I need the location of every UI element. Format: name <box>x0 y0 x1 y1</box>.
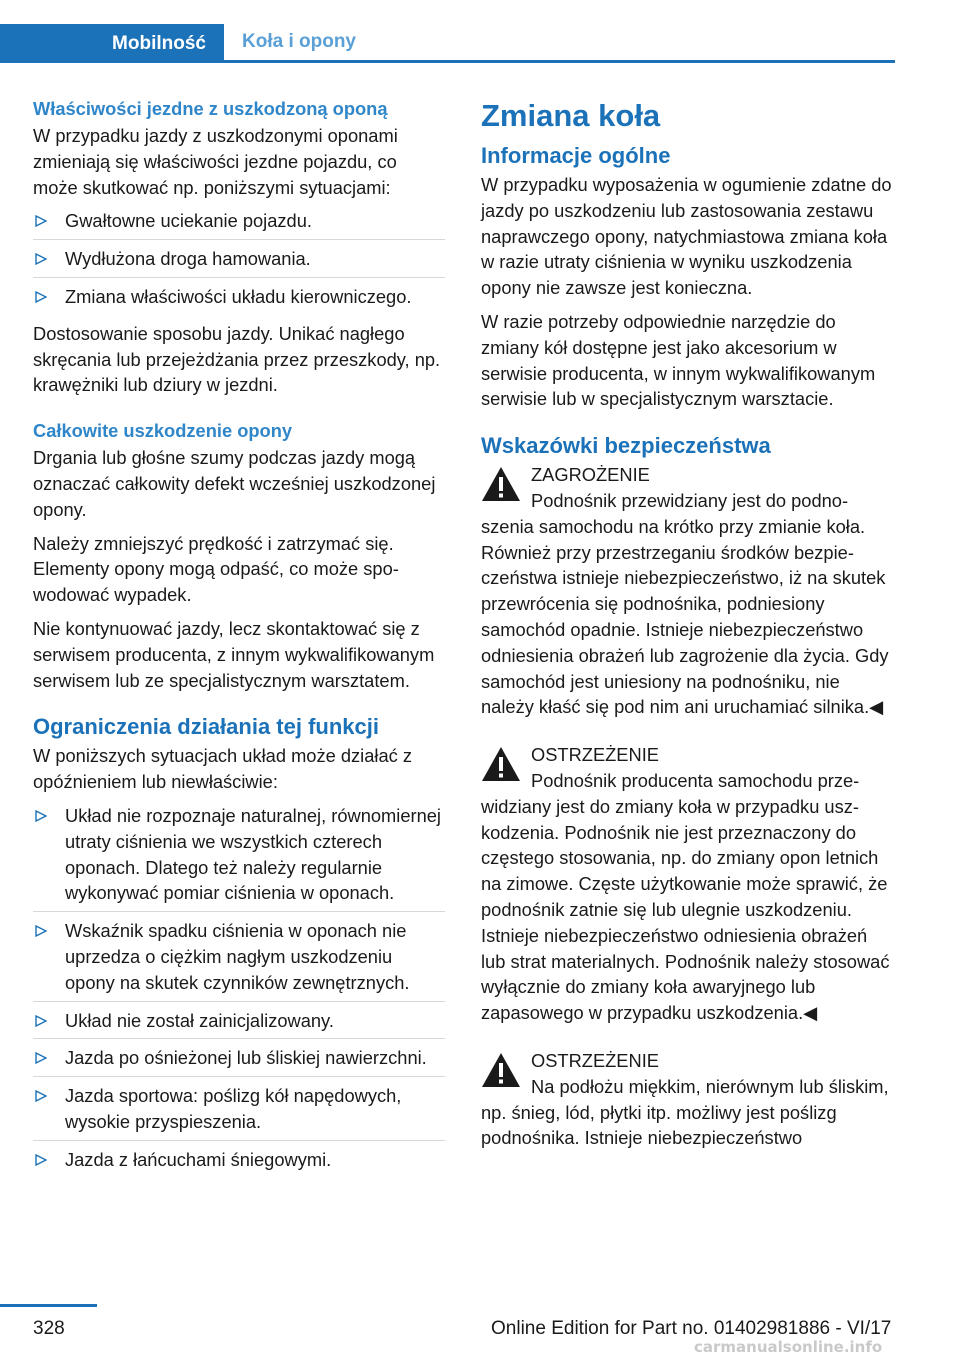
section-title-total-failure: Całkowite uszkodzenie opony <box>33 420 293 442</box>
triangle-right-icon <box>35 810 47 822</box>
triangle-right-icon <box>35 1090 47 1102</box>
paragraph: Należy zmniejszyć prędkość i zatrzymać się. Elementy opony mogą odpaść, co może spowodować wypadek. <box>33 532 399 606</box>
list-item: Układ nie rozpoznaje naturalnej, równomiernej utraty ciśnienia we wszystkich czterech oponach. Dlatego też należy regularnie wykonywać pomiar ciśnienia w oponach. <box>33 803 445 912</box>
warning-triangle-icon <box>481 466 521 502</box>
section-title-damaged-tire: Właściwości jezdne z uszkodzoną oponą <box>33 98 388 119</box>
warning-block <box>481 462 893 720</box>
section-title-safety: Wskazówki bezpieczeństwa <box>481 433 771 459</box>
warning-triangle-icon <box>481 1052 521 1088</box>
edition-note: Online Edition for Part no. 01402981886 - VI/17 <box>491 1318 892 1339</box>
list-item: Zmiana właściwości układu kierowniczego. <box>33 284 445 315</box>
page-number: 328 <box>33 1318 65 1339</box>
list-item: Gwałtowne uciekanie pojazdu. <box>33 208 445 240</box>
list-item: Wskaźnik spadku ciśnienia w oponach nie uprzedza o ciężkim nagłym uszkodzeniu opony na skutek czynników zewnętrznych. <box>33 918 445 1001</box>
paragraph: Nie kontynuować jazdy, lecz skontaktować się z serwisem producenta, z innym wykwalifikowanym serwisem lub ze specjalistycznym warsztatem. <box>33 617 435 691</box>
tab-kola-i-opony[interactable]: Koła i opony <box>242 31 356 52</box>
list-item: Wydłużona droga hamowania. <box>33 246 445 278</box>
warning-body: Podnośnik przewidziany jest do podnoszenia samochodu na krótko przy zmianie koła. Również przy przestrzeganiu środków bezpieczeństwa istnieje niebezpieczeństwo, iż na skutek przewrócenia się podnośnika, podniesiony samochód opadnie. Istnieje niebezpieczeństwo odniesienia obrażeń lub zagrożenie dla życia. Gdy samochód jest uniesiony na podnośniku, nie należy kłaść się pod nim ani uruchamiać silnika.◀ <box>481 489 889 718</box>
right-column <box>481 96 893 1161</box>
warning-block <box>481 1048 893 1151</box>
warning-body: Podnośnik producenta samochodu przewidziany jest do zmiany koła w przypadku uszkodzenia. Podnośnik nie jest przeznaczony do częstego stosowania, np. do zmiany opon letnich na zimowe. Częste użytkowanie może sprawić, że podnośnik zatnie się lub ulegnie uszkodzeniu. Istnieje niebezpieczeństwo odniesienia obrażeń lub strat materialnych. Podnośnik należy stosować wyłącznie do zmiany koła awaryjnego lub zapasowego w przypadku uszkodzenia.◀ <box>481 769 890 1024</box>
triangle-right-icon <box>35 1015 47 1027</box>
warning-title: OSTRZEŻENIE <box>531 744 659 766</box>
triangle-right-icon <box>35 925 47 937</box>
watermark: carmanualsonline.info <box>694 1338 883 1356</box>
triangle-right-icon <box>35 1052 47 1064</box>
left-column <box>33 96 445 1184</box>
bullet-list <box>33 208 445 314</box>
warning-body: Na podłożu miękkim, nierównym lub śliskim, np. śnieg, lód, płytki itp. możliwy jest poślizg podnośnika. Istnieje niebezpieczeństwo <box>481 1075 889 1149</box>
warning-triangle-icon <box>481 746 521 782</box>
section-title-general: Informacje ogólne <box>481 143 671 168</box>
warning-title: OSTRZEŻENIE <box>531 1049 659 1071</box>
tab-mobilnosc[interactable]: Mobilność <box>0 24 224 63</box>
bullet-list <box>33 803 445 1178</box>
paragraph: W razie potrzeby odpowiednie narzędzie do zmiany kół dostępne jest jako akcesorium w serwisie producenta, w innym wykwalifikowanym serwisie lub w specjalistycznym warsztacie. <box>481 310 876 410</box>
list-item: Układ nie został zainicjalizowany. <box>33 1008 445 1040</box>
paragraph: Drgania lub głośne szumy podczas jazdy mogą oznaczać całkowity defekt wcześniej uszkodzonej opony. <box>33 447 436 520</box>
chapter-header <box>0 24 895 61</box>
triangle-right-icon <box>35 291 47 303</box>
paragraph: W przypadku wyposażenia w ogumienie zdatne do jazdy po uszkodzeniu lub zastosowania zestawu naprawczego opony, natychmiastowa zmiana koła w razie utraty ciśnienia w wyniku uszkodzenia opony nie zawsze jest konieczna. <box>481 174 892 299</box>
paragraph: W przypadku jazdy z uszkodzonymi oponami zmieniają się właściwości jezdne pojazdu, co może skutkować np. poniższymi sytuacjami: <box>33 125 398 198</box>
page-title: Zmiana koła <box>481 98 661 133</box>
paragraph: W poniższych sytuacjach układ może działać z opóźnieniem lub niewłaściwie: <box>33 745 412 793</box>
footer-accent-bar <box>0 1304 97 1307</box>
header-divider <box>0 60 895 63</box>
warning-block <box>481 742 893 1026</box>
triangle-right-icon <box>35 253 47 265</box>
list-item: Jazda po ośnieżonej lub śliskiej nawierzchni. <box>33 1045 445 1077</box>
paragraph: Dostosowanie sposobu jazdy. Unikać nagłego skręcania lub przejeżdżania przez przeszkody, np. krawężniki lub dziury w jezdni. <box>33 322 441 396</box>
list-item: Jazda z łańcuchami śniegowymi. <box>33 1147 445 1178</box>
section-title-limitations: Ograniczenia działania tej funkcji <box>33 714 379 740</box>
list-item: Jazda sportowa: poślizg kół napędowych, wysokie przyspieszenia. <box>33 1083 445 1141</box>
triangle-right-icon <box>35 215 47 227</box>
triangle-right-icon <box>35 1154 47 1166</box>
warning-title: ZAGROŻENIE <box>531 464 650 486</box>
